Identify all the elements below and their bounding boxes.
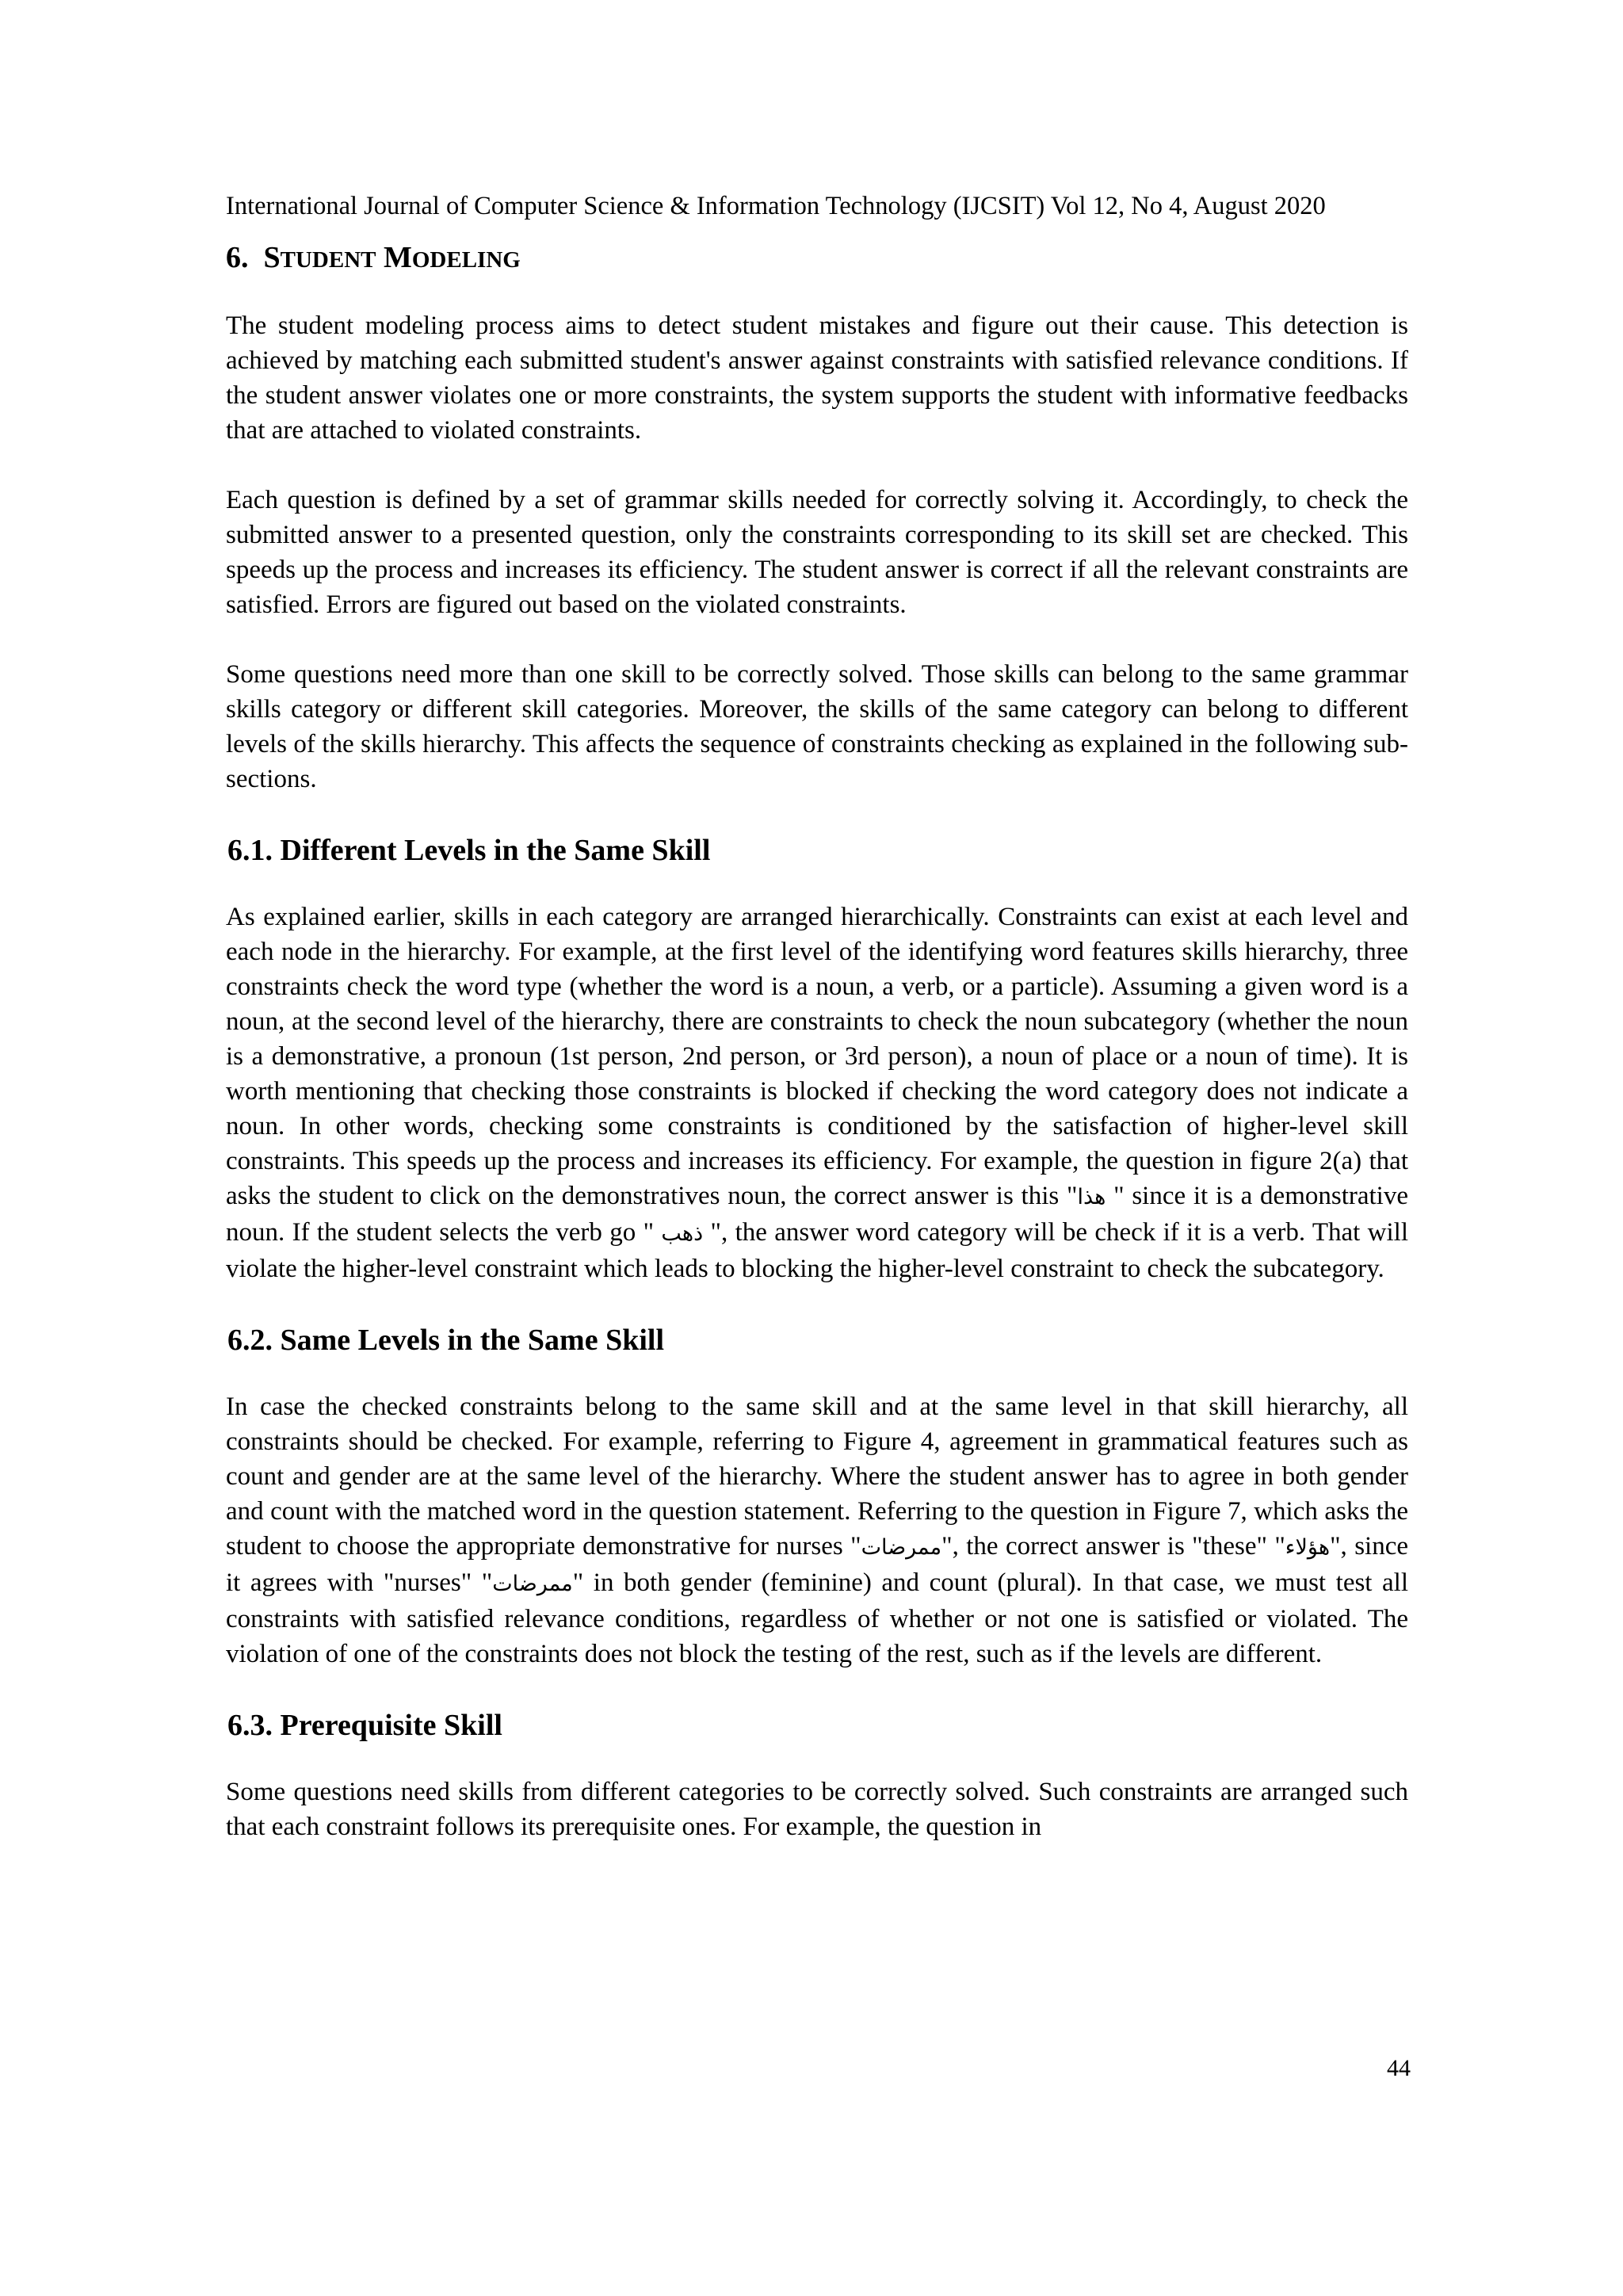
section-title-initial-2: M	[384, 241, 412, 274]
page-body	[226, 190, 1408, 1844]
page-number: 44	[1387, 2055, 1411, 2081]
running-header: International Journal of Computer Science & Information Technology (IJCSIT) Vol 12, No 4, August 2020	[226, 192, 1326, 220]
subsection-title-6-2: 6.2. Same Levels in the Same Skill	[227, 1324, 665, 1357]
section-number: 6.	[226, 241, 249, 274]
paragraph-6-1-text-a: As explained earlier, skills in each category are arranged hierarchically. Constraints can exist at each level and each node in the hierarchy. For example, at the first level of the identifying word features skills hierarchy, three constraints check the word type (whether the word is a noun, a verb, or a particle). Assuming a given word is a noun, at the second level of the hierarchy, there are constraints to check the noun subcategory (whether the noun is a demonstrative, a pronoun (1st person, 2nd person, or 3rd person), a noun of place or a noun of time). It is worth mentioning that checking those constraints is blocked if checking the word category does not indicate a noun. In other words, checking some constraints is conditioned by the satisfaction of higher-level skill constraints. This speeds up the process and increases its efficiency. For example, the question in figure 2(a) that asks the student to click on the demonstratives noun, the correct answer is this "	[226, 903, 1408, 1210]
paragraph-6-1-text-b: " since it is a demonstrative noun. If the student selects the verb go "	[226, 1182, 1409, 1247]
section-title-rest-2: ODELING	[411, 247, 521, 273]
paragraph-6-2-text-c: ", since it agrees with "nurses" "	[226, 1532, 1408, 1597]
arabic-word-this: هذا	[1077, 1185, 1106, 1209]
section-title-rest-1: TUDENT	[280, 247, 376, 273]
subsection-title-6-3: 6.3. Prerequisite Skill	[227, 1709, 502, 1742]
section-title-initial-1: S	[263, 241, 281, 274]
paragraph-6-1	[226, 900, 1408, 1286]
paragraph-intro-3: Some questions need more than one skill to be correctly solved. Those skills can belong to the same grammar skills category or different skill categories. Moreover, the skills of the same category can belong to different levels of the skills hierarchy. This affects the sequence of constraints checking as explained in the following sub-sections.	[226, 660, 1408, 793]
paragraph-intro-2: Each question is defined by a set of grammar skills needed for correctly solving it. Accordingly, to check the submitted answer to a presented question, only the constraints corresponding to its skill set are checked. This speeds up the process and increases its efficiency. The student answer is correct if all the relevant constraints are satisfied. Errors are figured out based on the violated constraints.	[226, 486, 1408, 619]
arabic-word-go: ذهب	[661, 1221, 704, 1246]
paragraph-6-1-text-c: ", the answer word category will be check if it is a verb. That will violate the higher-level constraint which leads to blocking the higher-level constraint to check the subcategory.	[226, 1218, 1408, 1283]
paragraph-6-2-text-d: " in both gender (feminine) and count (plural). In that case, we must test all constraints with satisfied relevance conditions, regardless of whether or not one is satisfied or violated. The violation of one of the constraints does not block the testing of the rest, such as if the levels are different.	[226, 1568, 1409, 1668]
arabic-word-nurses: ممرضات	[861, 1535, 942, 1560]
subsection-title-6-1: 6.1. Different Levels in the Same Skill	[227, 834, 711, 867]
paragraph-6-3: Some questions need skills from different categories to be correctly solved. Such constraints are arranged such that each constraint follows its prerequisite ones. For example, the question in	[226, 1778, 1408, 1841]
arabic-word-nurses-2: ممرضات	[492, 1572, 573, 1596]
paragraph-6-2-text-a: In case the checked constraints belong to the same skill and at the same level in that skill hierarchy, all constraints should be checked. For example, referring to Figure 4, agreement in grammatical features such as count and gender are at the same level of the hierarchy. Where the student answer has to agree in both gender and count with the matched word in the question statement. Referring to the question in Figure 7, which asks the student to choose the appropriate demonstrative for nurses "	[226, 1392, 1408, 1561]
paragraph-6-2-text-b: ", the correct answer is "these" "	[941, 1532, 1285, 1561]
section-title	[226, 238, 1408, 280]
paragraph-intro-1: The student modeling process aims to detect student mistakes and figure out their cause. This detection is achieved by matching each submitted student's answer against constraints with satisfied relevance conditions. If the student answer violates one or more constraints, the system supports the student with informative feedbacks that are attached to violated constraints.	[226, 311, 1408, 445]
arabic-word-these: هؤلاء	[1285, 1535, 1331, 1560]
paragraph-6-2	[226, 1389, 1408, 1671]
